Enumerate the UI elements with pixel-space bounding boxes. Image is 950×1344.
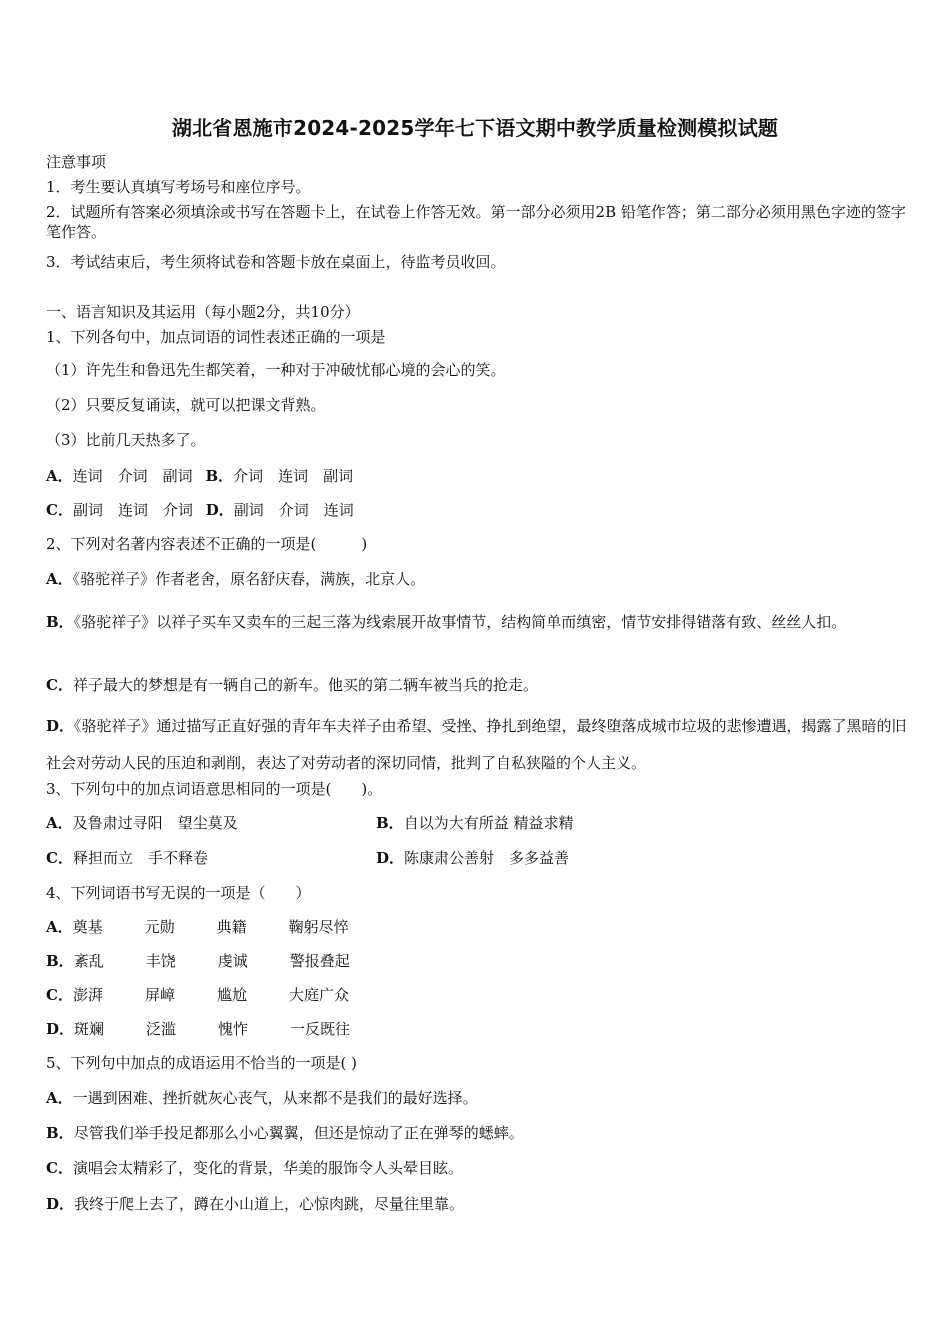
q5-option-b-row: [46, 1123, 524, 1143]
q2-stem: 2、下列对名著内容表述不正确的一项是( ): [46, 535, 368, 553]
q4-d-word: 泛滥: [146, 1020, 177, 1038]
q5-option-c: 演唱会太精彩了，变化的背景，华美的服饰令人头晕目眩。: [72, 1159, 463, 1177]
option-label: C．: [46, 986, 73, 1004]
q1-option-b: 介词 连词 副词: [233, 467, 354, 485]
q2-option-b-row: [46, 604, 908, 641]
q2-option-d-row: [46, 708, 908, 782]
option-label: B．: [376, 814, 404, 832]
q1-sentence-3: （3）比前几天热多了。: [46, 431, 206, 449]
q3-option-d-row: [376, 848, 569, 868]
q1-option-c: 副词 连词 介词: [72, 501, 193, 519]
q1-options-ab: [46, 466, 353, 486]
q4-stem: 4、下列词语书写无误的一项是（ ）: [46, 884, 311, 902]
option-label: D．: [46, 1020, 75, 1038]
q1-sentence-2: （2）只要反复诵读，就可以把课文背熟。: [46, 396, 326, 414]
option-label: D．: [376, 849, 405, 867]
option-label: A．: [46, 467, 73, 485]
q4-option-c-row: [46, 985, 349, 1005]
q4-c-word: 澎湃: [72, 986, 103, 1004]
q3-option-a-row: [46, 813, 238, 833]
option-label: C．: [46, 501, 73, 519]
q4-a-word: 奠基: [72, 918, 103, 936]
q2-option-c-row: [46, 675, 538, 695]
q5-option-d-row: [46, 1194, 464, 1214]
q2-option-c: 祥子最大的梦想是有一辆自己的新车。他买的第二辆车被当兵的抢走。: [72, 676, 538, 694]
section-heading: 一、语言知识及其运用（每小题2分，共10分）: [46, 303, 360, 321]
q4-b-word: 紊乱: [73, 952, 104, 970]
q3-stem: 3、下列句中的加点词语意思相同的一项是( )。: [46, 780, 383, 798]
q2-option-a-row: [46, 569, 425, 589]
notice-item-2: 2．试题所有答案必须填涂或书写在答题卡上，在试卷上作答无效。第一部分必须用2B 铅笔作答；第二部分必须用黑色字迹的签字笔作答。: [46, 203, 906, 241]
option-label: A．: [46, 814, 73, 832]
q3-option-c-row: [46, 848, 208, 868]
notice-heading: 注意事项: [46, 153, 107, 171]
q2-option-a: 《骆驼祥子》作者老舍，原名舒庆春，满族，北京人。: [72, 570, 426, 588]
q1-sentence-1: （1）许先生和鲁迅先生都笑着，一种对于冲破忧郁心境的会心的笑。: [46, 361, 506, 379]
q5-stem: 5、下列句中加点的成语运用不恰当的一项是( ): [46, 1054, 358, 1072]
option-label: B．: [46, 952, 74, 970]
q1-option-d: 副词 介词 连词: [233, 501, 354, 519]
q4-c-word: 尴尬: [216, 986, 247, 1004]
option-label: D．: [46, 1195, 75, 1213]
q4-a-word: 典籍: [216, 918, 247, 936]
q4-b-word: 丰饶: [145, 952, 176, 970]
q3-option-d: 陈康肃公善射 多多益善: [404, 849, 570, 867]
q4-b-word: 警报叠起: [289, 952, 350, 970]
q3-option-b: 自以为大有所益 精益求精: [403, 814, 574, 832]
q5-option-d: 我终于爬上去了，蹲在小山道上，心惊肉跳，尽量往里靠。: [74, 1195, 465, 1213]
q4-a-word: 元勋: [144, 918, 175, 936]
q4-option-b-row: [46, 951, 350, 971]
q4-option-a-row: [46, 917, 349, 937]
q1-stem: 1、下列各句中，加点词语的词性表述正确的一项是: [46, 328, 386, 346]
option-label: C．: [46, 849, 73, 867]
q5-option-b: 尽管我们举手投足都那么小心翼翼，但还是惊动了正在弹琴的蟋蟀。: [73, 1124, 524, 1142]
q4-c-word: 大庭广众: [288, 986, 349, 1004]
option-label: A．: [46, 1089, 73, 1107]
option-label: B．: [205, 467, 234, 485]
q4-d-word: 斑斓: [74, 1020, 105, 1038]
q1-option-a: 连词 介词 副词: [72, 467, 193, 485]
q5-option-a: 一遇到困难、挫折就灰心丧气，从来都不是我们的最好选择。: [72, 1089, 478, 1107]
option-label: B．: [46, 1124, 74, 1142]
option-label: A．: [46, 570, 73, 588]
option-label: D．: [205, 501, 234, 519]
q4-d-word: 愧怍: [218, 1020, 249, 1038]
q4-d-word: 一反既往: [290, 1020, 351, 1038]
q4-c-word: 屏嶂: [144, 986, 175, 1004]
option-label: C．: [46, 676, 73, 694]
q5-option-a-row: [46, 1088, 478, 1108]
q3-option-b-row: [376, 813, 573, 833]
q4-option-d-row: [46, 1019, 350, 1039]
q3-option-c: 释担而立 手不释卷: [72, 849, 208, 867]
option-label: B．: [46, 613, 74, 631]
q1-options-cd: [46, 500, 354, 520]
q2-option-b: 《骆驼祥子》以祥子买车又卖车的三起三落为线索展开故事情节，结构简单而缜密，情节安排得错落有致、丝丝人扣。: [73, 613, 847, 631]
q4-b-word: 虔诚: [217, 952, 248, 970]
q2-option-d: 《骆驼祥子》通过描写正直好强的青年车夫祥子由希望、受挫、挣扎到绝望，最终堕落成城市垃圾的悲惨遭遇，揭露了黑暗的旧社会对劳动人民的压迫和剥削，表达了对劳动者的深切同情，批判了自私狭隘的个人主义。: [46, 717, 907, 772]
option-label: A．: [46, 918, 73, 936]
option-label: D．: [46, 717, 75, 735]
exam-title: 湖北省恩施市2024-2025学年七下语文期中教学质量检测模拟试题: [171, 116, 779, 140]
q5-option-c-row: [46, 1158, 463, 1178]
q3-option-a: 及鲁肃过寻阳 望尘莫及: [72, 814, 238, 832]
q4-a-word: 鞠躬尽悴: [288, 918, 349, 936]
notice-item-3: 3．考试结束后，考生须将试卷和答题卡放在桌面上，待监考员收回。: [46, 253, 506, 271]
option-label: C．: [46, 1159, 73, 1177]
notice-item-1: 1．考生要认真填写考场号和座位序号。: [46, 178, 311, 196]
